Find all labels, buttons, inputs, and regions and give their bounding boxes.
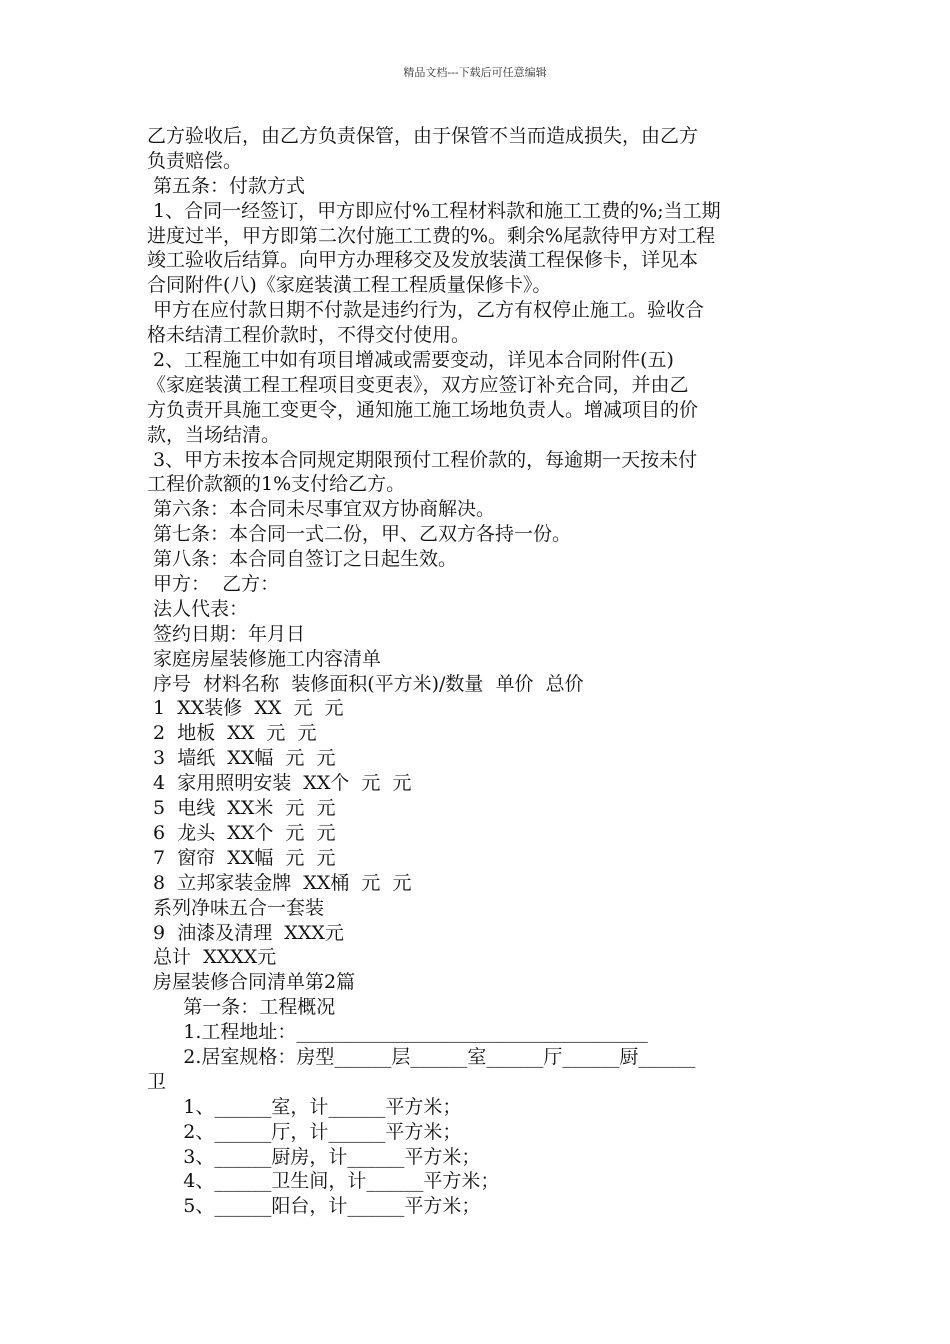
text-line: 《家庭装潢工程工程项目变更表》，双方应签订补充合同，并由乙: [147, 373, 689, 396]
list-item: 5 电线 XX米 元 元: [147, 797, 336, 820]
text-line: 进度过半，甲方即第二次付施工工费的%。剩余%尾款待甲方对工程: [147, 224, 716, 247]
list-item: 系列净味五合一套装: [147, 896, 325, 919]
form-line: 1.工程地址：_____________________________________: [147, 1021, 648, 1044]
text-line: 3、甲方未按本合同规定期限预付工程价款的，每逾期一天按未付: [147, 448, 698, 471]
page-header: 精品文档---下载后可任意编辑: [403, 66, 547, 79]
text-line: 格未结清工程价款时，不得交付使用。: [147, 324, 471, 347]
text-line: 2、工程施工中如有项目增减或需要变动，详见本合同附件(五): [147, 349, 674, 372]
list-item: 7 窗帘 XX幅 元 元: [147, 846, 336, 869]
form-line: 2.居室规格：房型______层______室______厅______厨______: [147, 1045, 696, 1068]
list-item: 3 墙纸 XX幅 元 元: [147, 747, 336, 770]
form-line: 5、______阳台，计______平方米；: [147, 1195, 481, 1218]
list-item: 9 油漆及清理 XXX元: [147, 921, 344, 944]
text-line: 工程价款额的1%支付给乙方。: [147, 473, 406, 496]
document-body: [147, 124, 809, 1219]
text-line: 竣工验收后结算。向甲方办理移交及发放装潢工程保修卡，详见本: [147, 249, 699, 272]
form-line: 4、______卫生间，计______平方米；: [147, 1170, 500, 1193]
text-line: 合同附件(八)《家庭装潢工程工程质量保修卡》。: [147, 274, 552, 297]
form-line: 3、______厨房，计______平方米；: [147, 1145, 481, 1168]
text-line: 乙方验收后，由乙方负责保管，由于保管不当而造成损失，由乙方: [147, 125, 699, 147]
list-title: 家庭房屋装修施工内容清单: [147, 647, 382, 670]
signature-line: 法人代表：: [147, 597, 249, 620]
section-heading: 第七条：本合同一式二份，甲、乙双方各持一份。: [147, 523, 572, 546]
section-heading: 第一条：工程概况: [147, 996, 336, 1019]
text-line: 负责赔偿。: [147, 149, 243, 172]
form-line: 1、______室，计______平方米；: [147, 1095, 462, 1118]
signature-line: 签约日期：年月日: [147, 622, 306, 645]
list-header: 序号 材料名称 装修面积(平方米)/数量 单价 总价: [147, 672, 584, 695]
text-line: 方负责开具施工变更令，通知施工施工场地负责人。增减项目的价: [147, 398, 699, 421]
text-line: 甲方在应付款日期不付款是违约行为，乙方有权停止施工。验收合: [147, 299, 705, 322]
signature-line: 甲方： 乙方：: [147, 573, 280, 596]
list-item: 1 XX装修 XX 元 元: [147, 697, 344, 720]
list-total: 总计 XXXX元: [147, 946, 277, 969]
section-heading: 第六条：本合同未尽事宜双方协商解决。: [147, 498, 496, 521]
list-item: 6 龙头 XX个 元 元: [147, 821, 336, 844]
list-item: 8 立邦家装金牌 XX桶 元 元: [147, 871, 412, 894]
form-line: 卫: [147, 1070, 167, 1093]
text-line: 1、合同一经签订，甲方即应付%工程材料款和施工工费的%;当工期: [147, 199, 721, 222]
text-line: 款，当场结清。: [147, 423, 281, 446]
list-item: 4 家用照明安装 XX个 元 元: [147, 772, 412, 795]
section-title: 房屋装修合同清单第2篇: [147, 971, 356, 994]
form-line: 2、______厅，计______平方米；: [147, 1120, 462, 1143]
section-heading: 第八条：本合同自签订之日起生效。: [147, 548, 458, 571]
list-item: 2 地板 XX 元 元: [147, 722, 317, 745]
section-heading: 第五条：付款方式: [147, 174, 306, 197]
